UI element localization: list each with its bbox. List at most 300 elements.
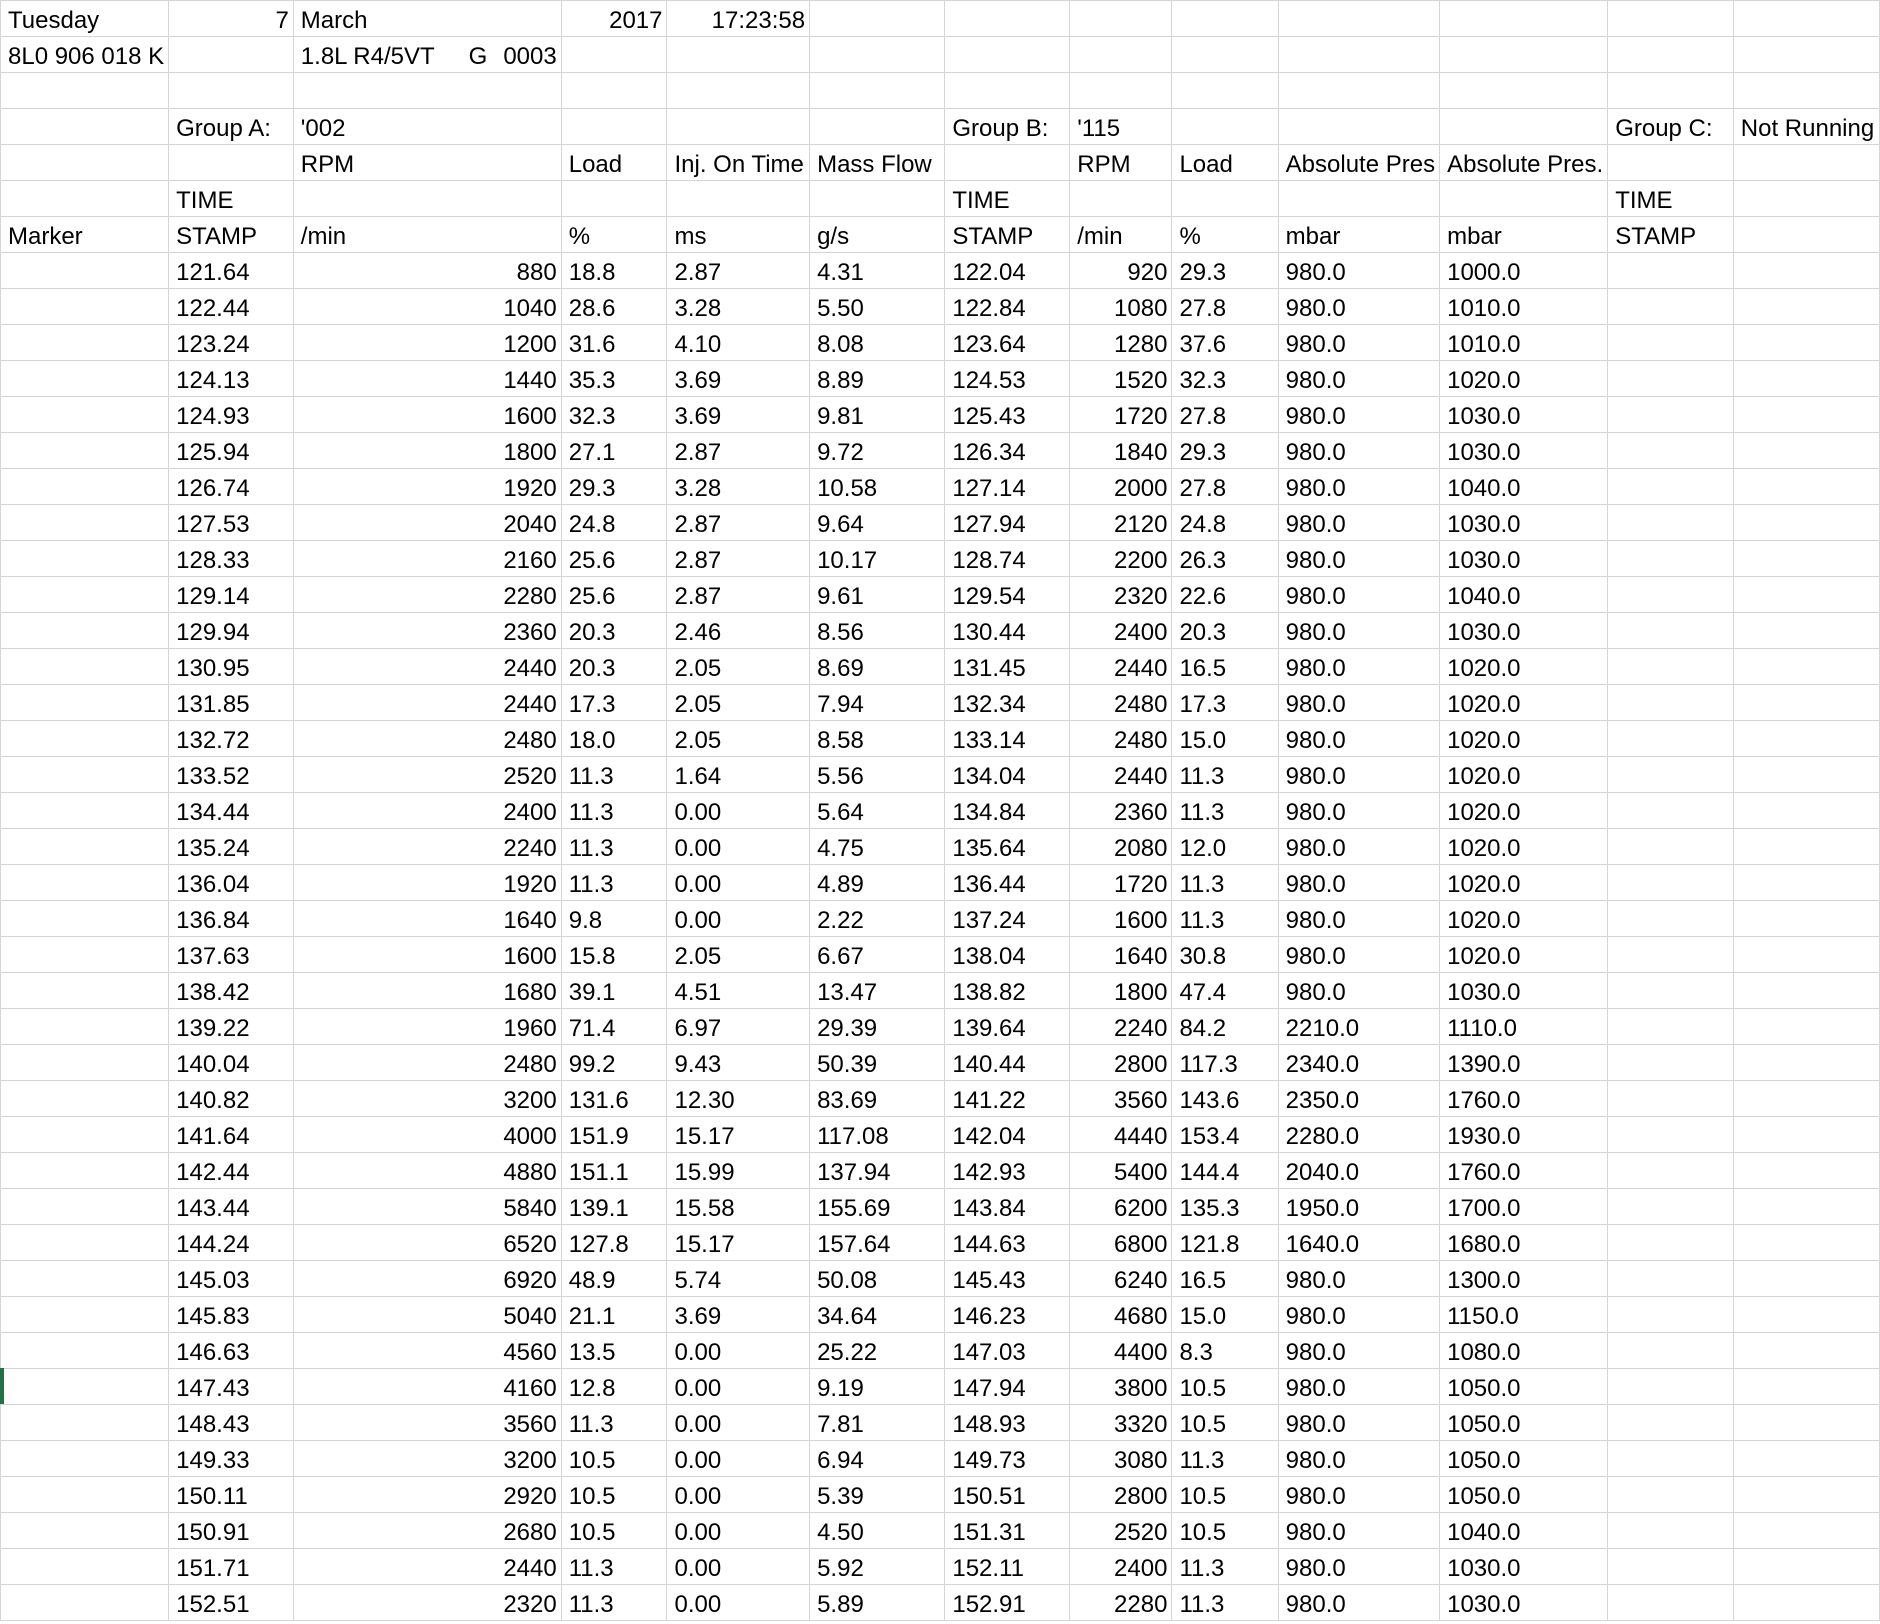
abs-pres-2-cell[interactable]: 1680.0 xyxy=(1440,1225,1608,1261)
empty-cell[interactable] xyxy=(1608,829,1734,865)
rpm-a-cell[interactable]: 1680 xyxy=(293,973,561,1009)
mass-flow-cell[interactable]: 9.72 xyxy=(810,433,945,469)
rpm-b-cell[interactable]: 2280 xyxy=(1070,1585,1172,1621)
abs-pres-2-cell[interactable]: 1030.0 xyxy=(1440,1549,1608,1585)
load-b-cell[interactable]: 143.6 xyxy=(1172,1081,1278,1117)
empty-cell[interactable] xyxy=(1,145,169,181)
time-stamp-a-cell[interactable]: 146.63 xyxy=(169,1333,294,1369)
time-stamp-b-cell[interactable]: 122.84 xyxy=(945,289,1070,325)
mass-flow-cell[interactable]: 8.56 xyxy=(810,613,945,649)
time-stamp-a-cell[interactable]: 149.33 xyxy=(169,1441,294,1477)
time-stamp-a-cell[interactable]: 150.11 xyxy=(169,1477,294,1513)
marker-cell[interactable] xyxy=(1,505,169,541)
load-b-cell[interactable]: 26.3 xyxy=(1172,541,1278,577)
rpm-a-cell[interactable]: 2520 xyxy=(293,757,561,793)
abs-pres-1-cell[interactable]: 2040.0 xyxy=(1278,1153,1439,1189)
rpm-b-cell[interactable]: 5400 xyxy=(1070,1153,1172,1189)
marker-cell[interactable] xyxy=(1,577,169,613)
mass-flow-cell[interactable]: 50.08 xyxy=(810,1261,945,1297)
time-stamp-a-cell[interactable]: 137.63 xyxy=(169,937,294,973)
time-stamp-b-cell[interactable]: 138.04 xyxy=(945,937,1070,973)
marker-cell[interactable] xyxy=(1,721,169,757)
empty-cell[interactable] xyxy=(1733,829,1879,865)
time-stamp-b-cell[interactable]: 137.24 xyxy=(945,901,1070,937)
empty-cell[interactable] xyxy=(1733,1369,1879,1405)
inj-time-cell[interactable]: 0.00 xyxy=(667,1549,810,1585)
inj-time-cell[interactable]: 0.00 xyxy=(667,1405,810,1441)
abs-pres-1-cell[interactable]: 980.0 xyxy=(1278,433,1439,469)
rpm-b-cell[interactable]: 2080 xyxy=(1070,829,1172,865)
empty-cell[interactable] xyxy=(1733,685,1879,721)
mass-flow-cell[interactable]: 25.22 xyxy=(810,1333,945,1369)
time-stamp-a-cell[interactable]: 128.33 xyxy=(169,541,294,577)
empty-cell[interactable] xyxy=(1608,721,1734,757)
empty-cell[interactable] xyxy=(1172,181,1278,217)
marker-cell[interactable] xyxy=(1,1369,169,1405)
load-b-cell[interactable]: 153.4 xyxy=(1172,1117,1278,1153)
time-stamp-a-cell[interactable]: 136.04 xyxy=(169,865,294,901)
abs-pres-2-cell[interactable]: 1050.0 xyxy=(1440,1369,1608,1405)
abs-pres-2-cell[interactable]: 1930.0 xyxy=(1440,1117,1608,1153)
abs-pres-1-cell[interactable]: 980.0 xyxy=(1278,973,1439,1009)
rpm-a-cell[interactable]: 3200 xyxy=(293,1081,561,1117)
rpm-b-cell[interactable]: 1280 xyxy=(1070,325,1172,361)
unit-abs-pres-2[interactable]: mbar xyxy=(1440,217,1608,253)
time-stamp-a-cell[interactable]: 129.94 xyxy=(169,613,294,649)
marker-cell[interactable] xyxy=(1,793,169,829)
load-b-cell[interactable]: 27.8 xyxy=(1172,289,1278,325)
rpm-b-cell[interactable]: 920 xyxy=(1070,253,1172,289)
load-b-cell[interactable]: 84.2 xyxy=(1172,1009,1278,1045)
time-stamp-b-cell[interactable]: 140.44 xyxy=(945,1045,1070,1081)
empty-cell[interactable] xyxy=(1608,649,1734,685)
load-a-cell[interactable]: 12.8 xyxy=(561,1369,667,1405)
time-stamp-a-cell[interactable]: 131.85 xyxy=(169,685,294,721)
rpm-b-cell[interactable]: 2400 xyxy=(1070,613,1172,649)
mass-flow-cell[interactable]: 9.81 xyxy=(810,397,945,433)
time-stamp-a-cell[interactable]: 134.44 xyxy=(169,793,294,829)
rpm-a-cell[interactable]: 1800 xyxy=(293,433,561,469)
time-stamp-b-cell[interactable]: 148.93 xyxy=(945,1405,1070,1441)
marker-cell[interactable] xyxy=(1,1189,169,1225)
abs-pres-2-cell[interactable]: 1760.0 xyxy=(1440,1081,1608,1117)
abs-pres-2-cell[interactable]: 1030.0 xyxy=(1440,505,1608,541)
time-stamp-a-cell[interactable]: 139.22 xyxy=(169,1009,294,1045)
rpm-b-cell[interactable]: 2480 xyxy=(1070,721,1172,757)
empty-cell[interactable] xyxy=(1733,1513,1879,1549)
inj-time-cell[interactable]: 15.17 xyxy=(667,1117,810,1153)
rpm-b-cell[interactable]: 4400 xyxy=(1070,1333,1172,1369)
empty-cell[interactable] xyxy=(1608,1405,1734,1441)
time-stamp-a-cell[interactable]: 124.13 xyxy=(169,361,294,397)
abs-pres-2-cell[interactable]: 1020.0 xyxy=(1440,685,1608,721)
rpm-a-cell[interactable]: 2160 xyxy=(293,541,561,577)
mass-flow-cell[interactable]: 5.39 xyxy=(810,1477,945,1513)
part-number-cell[interactable]: 8L0 906 018 K xyxy=(1,37,169,73)
load-a-cell[interactable]: 15.8 xyxy=(561,937,667,973)
empty-cell[interactable] xyxy=(1,181,169,217)
abs-pres-1-cell[interactable]: 980.0 xyxy=(1278,757,1439,793)
time-stamp-a-cell[interactable]: 122.44 xyxy=(169,289,294,325)
load-a-cell[interactable]: 127.8 xyxy=(561,1225,667,1261)
time-stamp-b-cell[interactable]: 151.31 xyxy=(945,1513,1070,1549)
rpm-a-cell[interactable]: 2240 xyxy=(293,829,561,865)
abs-pres-2-cell[interactable]: 1080.0 xyxy=(1440,1333,1608,1369)
unit-mass-flow[interactable]: g/s xyxy=(810,217,945,253)
inj-time-cell[interactable]: 2.46 xyxy=(667,613,810,649)
load-b-cell[interactable]: 20.3 xyxy=(1172,613,1278,649)
empty-cell[interactable] xyxy=(1608,1045,1734,1081)
inj-time-cell[interactable]: 3.69 xyxy=(667,361,810,397)
mass-flow-cell[interactable]: 34.64 xyxy=(810,1297,945,1333)
empty-cell[interactable] xyxy=(1733,361,1879,397)
abs-pres-1-cell[interactable]: 980.0 xyxy=(1278,1369,1439,1405)
abs-pres-1-cell[interactable]: 980.0 xyxy=(1278,685,1439,721)
load-b-cell[interactable]: 27.8 xyxy=(1172,397,1278,433)
abs-pres-2-cell[interactable]: 1020.0 xyxy=(1440,937,1608,973)
empty-cell[interactable] xyxy=(1608,793,1734,829)
time-stamp-b-cell[interactable]: 138.82 xyxy=(945,973,1070,1009)
rpm-b-cell[interactable]: 2120 xyxy=(1070,505,1172,541)
rpm-b-cell[interactable]: 1800 xyxy=(1070,973,1172,1009)
mass-flow-cell[interactable]: 8.58 xyxy=(810,721,945,757)
time-stamp-a-cell[interactable]: 150.91 xyxy=(169,1513,294,1549)
time-stamp-a-cell[interactable]: 141.64 xyxy=(169,1117,294,1153)
mass-flow-cell[interactable]: 7.81 xyxy=(810,1405,945,1441)
mass-flow-cell[interactable]: 5.56 xyxy=(810,757,945,793)
rpm-a-cell[interactable]: 3560 xyxy=(293,1405,561,1441)
abs-pres-1-cell[interactable]: 980.0 xyxy=(1278,901,1439,937)
rpm-b-cell[interactable]: 2440 xyxy=(1070,649,1172,685)
inj-time-cell[interactable]: 0.00 xyxy=(667,1369,810,1405)
empty-cell[interactable] xyxy=(1608,901,1734,937)
load-a-cell[interactable]: 28.6 xyxy=(561,289,667,325)
abs-pres-2-cell[interactable]: 1110.0 xyxy=(1440,1009,1608,1045)
rpm-b-cell[interactable]: 4440 xyxy=(1070,1117,1172,1153)
empty-cell[interactable] xyxy=(1733,1261,1879,1297)
empty-cell[interactable] xyxy=(169,37,294,73)
empty-cell[interactable] xyxy=(1733,469,1879,505)
abs-pres-1-cell[interactable]: 980.0 xyxy=(1278,613,1439,649)
empty-cell[interactable] xyxy=(945,145,1070,181)
empty-cell[interactable] xyxy=(1608,1441,1734,1477)
empty-cell[interactable] xyxy=(1608,289,1734,325)
inj-time-cell[interactable]: 3.28 xyxy=(667,289,810,325)
marker-cell[interactable] xyxy=(1,1405,169,1441)
header-time-b[interactable]: TIME xyxy=(945,181,1070,217)
rpm-a-cell[interactable]: 6920 xyxy=(293,1261,561,1297)
load-a-cell[interactable]: 10.5 xyxy=(561,1477,667,1513)
marker-cell[interactable] xyxy=(1,469,169,505)
group-b-value[interactable]: '115 xyxy=(1070,109,1172,145)
load-a-cell[interactable]: 11.3 xyxy=(561,757,667,793)
rpm-a-cell[interactable]: 1960 xyxy=(293,1009,561,1045)
rpm-b-cell[interactable]: 1080 xyxy=(1070,289,1172,325)
empty-cell[interactable] xyxy=(1440,181,1608,217)
load-b-cell[interactable]: 135.3 xyxy=(1172,1189,1278,1225)
inj-time-cell[interactable]: 0.00 xyxy=(667,1477,810,1513)
marker-cell[interactable] xyxy=(1,1261,169,1297)
rpm-a-cell[interactable]: 2360 xyxy=(293,613,561,649)
abs-pres-2-cell[interactable]: 1020.0 xyxy=(1440,757,1608,793)
empty-cell[interactable] xyxy=(1733,1477,1879,1513)
mass-flow-cell[interactable]: 13.47 xyxy=(810,973,945,1009)
month-cell[interactable]: March xyxy=(293,1,561,37)
empty-cell[interactable] xyxy=(1733,181,1879,217)
time-stamp-b-cell[interactable]: 152.11 xyxy=(945,1549,1070,1585)
load-a-cell[interactable]: 31.6 xyxy=(561,325,667,361)
load-b-cell[interactable]: 37.6 xyxy=(1172,325,1278,361)
empty-cell[interactable] xyxy=(1608,685,1734,721)
load-b-cell[interactable]: 22.6 xyxy=(1172,577,1278,613)
marker-cell[interactable] xyxy=(1,613,169,649)
load-b-cell[interactable]: 11.3 xyxy=(1172,901,1278,937)
load-a-cell[interactable]: 17.3 xyxy=(561,685,667,721)
header-abs-pres-1[interactable]: Absolute Pres xyxy=(1278,145,1439,181)
inj-time-cell[interactable]: 15.58 xyxy=(667,1189,810,1225)
rpm-b-cell[interactable]: 2320 xyxy=(1070,577,1172,613)
rpm-b-cell[interactable]: 2520 xyxy=(1070,1513,1172,1549)
marker-cell[interactable] xyxy=(1,937,169,973)
unit-inj[interactable]: ms xyxy=(667,217,810,253)
rpm-b-cell[interactable]: 1640 xyxy=(1070,937,1172,973)
abs-pres-1-cell[interactable]: 980.0 xyxy=(1278,577,1439,613)
abs-pres-2-cell[interactable]: 1030.0 xyxy=(1440,613,1608,649)
unit-load-b[interactable]: % xyxy=(1172,217,1278,253)
time-stamp-b-cell[interactable]: 122.04 xyxy=(945,253,1070,289)
abs-pres-2-cell[interactable]: 1030.0 xyxy=(1440,541,1608,577)
marker-cell[interactable] xyxy=(1,1441,169,1477)
empty-cell[interactable] xyxy=(1733,541,1879,577)
time-stamp-a-cell[interactable]: 140.82 xyxy=(169,1081,294,1117)
load-a-cell[interactable]: 71.4 xyxy=(561,1009,667,1045)
abs-pres-1-cell[interactable]: 980.0 xyxy=(1278,721,1439,757)
time-stamp-b-cell[interactable]: 147.03 xyxy=(945,1333,1070,1369)
abs-pres-2-cell[interactable]: 1030.0 xyxy=(1440,433,1608,469)
abs-pres-1-cell[interactable]: 980.0 xyxy=(1278,829,1439,865)
load-a-cell[interactable]: 11.3 xyxy=(561,829,667,865)
mass-flow-cell[interactable]: 83.69 xyxy=(810,1081,945,1117)
inj-time-cell[interactable]: 4.10 xyxy=(667,325,810,361)
inj-time-cell[interactable]: 2.05 xyxy=(667,685,810,721)
mass-flow-cell[interactable]: 29.39 xyxy=(810,1009,945,1045)
load-b-cell[interactable]: 32.3 xyxy=(1172,361,1278,397)
load-b-cell[interactable]: 11.3 xyxy=(1172,757,1278,793)
marker-cell[interactable] xyxy=(1,289,169,325)
mass-flow-cell[interactable]: 6.94 xyxy=(810,1441,945,1477)
abs-pres-2-cell[interactable]: 1390.0 xyxy=(1440,1045,1608,1081)
inj-time-cell[interactable]: 0.00 xyxy=(667,865,810,901)
load-a-cell[interactable]: 20.3 xyxy=(561,649,667,685)
header-time-a[interactable]: TIME xyxy=(169,181,294,217)
load-a-cell[interactable]: 11.3 xyxy=(561,793,667,829)
empty-cell[interactable] xyxy=(1733,577,1879,613)
empty-cell[interactable] xyxy=(1608,1297,1734,1333)
rpm-b-cell[interactable]: 1720 xyxy=(1070,397,1172,433)
abs-pres-1-cell[interactable]: 2340.0 xyxy=(1278,1045,1439,1081)
mass-flow-cell[interactable]: 10.58 xyxy=(810,469,945,505)
load-a-cell[interactable]: 48.9 xyxy=(561,1261,667,1297)
abs-pres-1-cell[interactable]: 1950.0 xyxy=(1278,1189,1439,1225)
mass-flow-cell[interactable]: 8.08 xyxy=(810,325,945,361)
inj-time-cell[interactable]: 12.30 xyxy=(667,1081,810,1117)
load-b-cell[interactable]: 11.3 xyxy=(1172,1585,1278,1621)
load-b-cell[interactable]: 10.5 xyxy=(1172,1405,1278,1441)
empty-cell[interactable] xyxy=(1733,757,1879,793)
time-stamp-a-cell[interactable]: 148.43 xyxy=(169,1405,294,1441)
mass-flow-cell[interactable]: 8.89 xyxy=(810,361,945,397)
load-a-cell[interactable]: 10.5 xyxy=(561,1441,667,1477)
empty-cell[interactable] xyxy=(945,1,1070,37)
rpm-b-cell[interactable]: 2400 xyxy=(1070,1549,1172,1585)
mass-flow-cell[interactable]: 9.61 xyxy=(810,577,945,613)
marker-cell[interactable] xyxy=(1,1297,169,1333)
group-b-label[interactable]: Group B: xyxy=(945,109,1070,145)
time-stamp-b-cell[interactable]: 129.54 xyxy=(945,577,1070,613)
marker-cell[interactable] xyxy=(1,1477,169,1513)
abs-pres-1-cell[interactable]: 1640.0 xyxy=(1278,1225,1439,1261)
empty-cell[interactable] xyxy=(169,73,294,109)
load-b-cell[interactable]: 121.8 xyxy=(1172,1225,1278,1261)
time-stamp-a-cell[interactable]: 151.71 xyxy=(169,1549,294,1585)
marker-cell[interactable] xyxy=(1,397,169,433)
abs-pres-2-cell[interactable]: 1040.0 xyxy=(1440,469,1608,505)
rpm-b-cell[interactable]: 1720 xyxy=(1070,865,1172,901)
load-a-cell[interactable]: 29.3 xyxy=(561,469,667,505)
load-a-cell[interactable]: 139.1 xyxy=(561,1189,667,1225)
empty-cell[interactable] xyxy=(1440,73,1608,109)
load-b-cell[interactable]: 15.0 xyxy=(1172,721,1278,757)
time-stamp-b-cell[interactable]: 144.63 xyxy=(945,1225,1070,1261)
marker-cell[interactable] xyxy=(1,1585,169,1621)
empty-cell[interactable] xyxy=(1608,937,1734,973)
abs-pres-1-cell[interactable]: 2280.0 xyxy=(1278,1117,1439,1153)
load-b-cell[interactable]: 11.3 xyxy=(1172,865,1278,901)
time-stamp-b-cell[interactable]: 147.94 xyxy=(945,1369,1070,1405)
load-a-cell[interactable]: 18.8 xyxy=(561,253,667,289)
time-stamp-b-cell[interactable]: 127.94 xyxy=(945,505,1070,541)
inj-time-cell[interactable]: 15.99 xyxy=(667,1153,810,1189)
time-stamp-b-cell[interactable]: 125.43 xyxy=(945,397,1070,433)
inj-time-cell[interactable]: 3.69 xyxy=(667,1297,810,1333)
empty-cell[interactable] xyxy=(1608,1081,1734,1117)
inj-time-cell[interactable]: 2.87 xyxy=(667,433,810,469)
empty-cell[interactable] xyxy=(1733,1,1879,37)
marker-cell[interactable] xyxy=(1,757,169,793)
mass-flow-cell[interactable]: 5.64 xyxy=(810,793,945,829)
empty-cell[interactable] xyxy=(561,181,667,217)
empty-cell[interactable] xyxy=(1608,1549,1734,1585)
empty-cell[interactable] xyxy=(1608,145,1734,181)
rpm-a-cell[interactable]: 1600 xyxy=(293,937,561,973)
empty-cell[interactable] xyxy=(1733,217,1879,253)
mass-flow-cell[interactable]: 9.19 xyxy=(810,1369,945,1405)
marker-cell[interactable] xyxy=(1,1513,169,1549)
rpm-b-cell[interactable]: 4680 xyxy=(1070,1297,1172,1333)
time-stamp-b-cell[interactable]: 135.64 xyxy=(945,829,1070,865)
inj-time-cell[interactable]: 2.87 xyxy=(667,253,810,289)
empty-cell[interactable] xyxy=(1733,1441,1879,1477)
abs-pres-2-cell[interactable]: 1020.0 xyxy=(1440,901,1608,937)
empty-cell[interactable] xyxy=(1608,433,1734,469)
time-stamp-b-cell[interactable]: 142.93 xyxy=(945,1153,1070,1189)
empty-cell[interactable] xyxy=(1608,1333,1734,1369)
load-b-cell[interactable]: 11.3 xyxy=(1172,1549,1278,1585)
load-b-cell[interactable]: 47.4 xyxy=(1172,973,1278,1009)
rpm-a-cell[interactable]: 2680 xyxy=(293,1513,561,1549)
unit-load-a[interactable]: % xyxy=(561,217,667,253)
empty-cell[interactable] xyxy=(1608,1009,1734,1045)
time-stamp-b-cell[interactable]: 145.43 xyxy=(945,1261,1070,1297)
rpm-a-cell[interactable]: 1640 xyxy=(293,901,561,937)
load-a-cell[interactable]: 10.5 xyxy=(561,1513,667,1549)
load-a-cell[interactable]: 20.3 xyxy=(561,613,667,649)
load-b-cell[interactable]: 29.3 xyxy=(1172,253,1278,289)
rpm-a-cell[interactable]: 2040 xyxy=(293,505,561,541)
rpm-a-cell[interactable]: 4160 xyxy=(293,1369,561,1405)
empty-cell[interactable] xyxy=(1733,1009,1879,1045)
time-stamp-a-cell[interactable]: 145.83 xyxy=(169,1297,294,1333)
rpm-b-cell[interactable]: 2000 xyxy=(1070,469,1172,505)
rpm-a-cell[interactable]: 2480 xyxy=(293,721,561,757)
time-cell[interactable]: 17:23:58 xyxy=(667,1,810,37)
mass-flow-cell[interactable]: 9.64 xyxy=(810,505,945,541)
rpm-b-cell[interactable]: 6200 xyxy=(1070,1189,1172,1225)
empty-cell[interactable] xyxy=(1733,793,1879,829)
inj-time-cell[interactable]: 0.00 xyxy=(667,1585,810,1621)
abs-pres-1-cell[interactable]: 2350.0 xyxy=(1278,1081,1439,1117)
load-b-cell[interactable]: 11.3 xyxy=(1172,793,1278,829)
empty-cell[interactable] xyxy=(1733,1045,1879,1081)
rpm-a-cell[interactable]: 4560 xyxy=(293,1333,561,1369)
abs-pres-1-cell[interactable]: 980.0 xyxy=(1278,361,1439,397)
empty-cell[interactable] xyxy=(1172,37,1278,73)
empty-cell[interactable] xyxy=(1608,1585,1734,1621)
marker-cell[interactable] xyxy=(1,865,169,901)
inj-time-cell[interactable]: 2.05 xyxy=(667,649,810,685)
load-a-cell[interactable]: 24.8 xyxy=(561,505,667,541)
rpm-a-cell[interactable]: 6520 xyxy=(293,1225,561,1261)
abs-pres-2-cell[interactable]: 1020.0 xyxy=(1440,793,1608,829)
rpm-a-cell[interactable]: 1600 xyxy=(293,397,561,433)
load-a-cell[interactable]: 11.3 xyxy=(561,1585,667,1621)
inj-time-cell[interactable]: 9.43 xyxy=(667,1045,810,1081)
time-stamp-a-cell[interactable]: 125.94 xyxy=(169,433,294,469)
time-stamp-a-cell[interactable]: 152.51 xyxy=(169,1585,294,1621)
header-marker[interactable]: Marker xyxy=(1,217,169,253)
marker-cell[interactable] xyxy=(1,1333,169,1369)
empty-cell[interactable] xyxy=(1733,613,1879,649)
empty-cell[interactable] xyxy=(1608,325,1734,361)
empty-cell[interactable] xyxy=(1608,613,1734,649)
marker-cell[interactable] xyxy=(1,973,169,1009)
empty-cell[interactable] xyxy=(561,109,667,145)
empty-cell[interactable] xyxy=(1733,1225,1879,1261)
mass-flow-cell[interactable]: 117.08 xyxy=(810,1117,945,1153)
inj-time-cell[interactable]: 2.05 xyxy=(667,937,810,973)
inj-time-cell[interactable]: 2.87 xyxy=(667,541,810,577)
rpm-a-cell[interactable]: 2440 xyxy=(293,1549,561,1585)
header-load-a[interactable]: Load xyxy=(561,145,667,181)
load-b-cell[interactable]: 15.0 xyxy=(1172,1297,1278,1333)
load-a-cell[interactable]: 39.1 xyxy=(561,973,667,1009)
mass-flow-cell[interactable]: 5.50 xyxy=(810,289,945,325)
load-b-cell[interactable]: 10.5 xyxy=(1172,1477,1278,1513)
time-stamp-b-cell[interactable]: 126.34 xyxy=(945,433,1070,469)
empty-cell[interactable] xyxy=(1733,325,1879,361)
marker-cell[interactable] xyxy=(1,1081,169,1117)
abs-pres-1-cell[interactable]: 980.0 xyxy=(1278,397,1439,433)
